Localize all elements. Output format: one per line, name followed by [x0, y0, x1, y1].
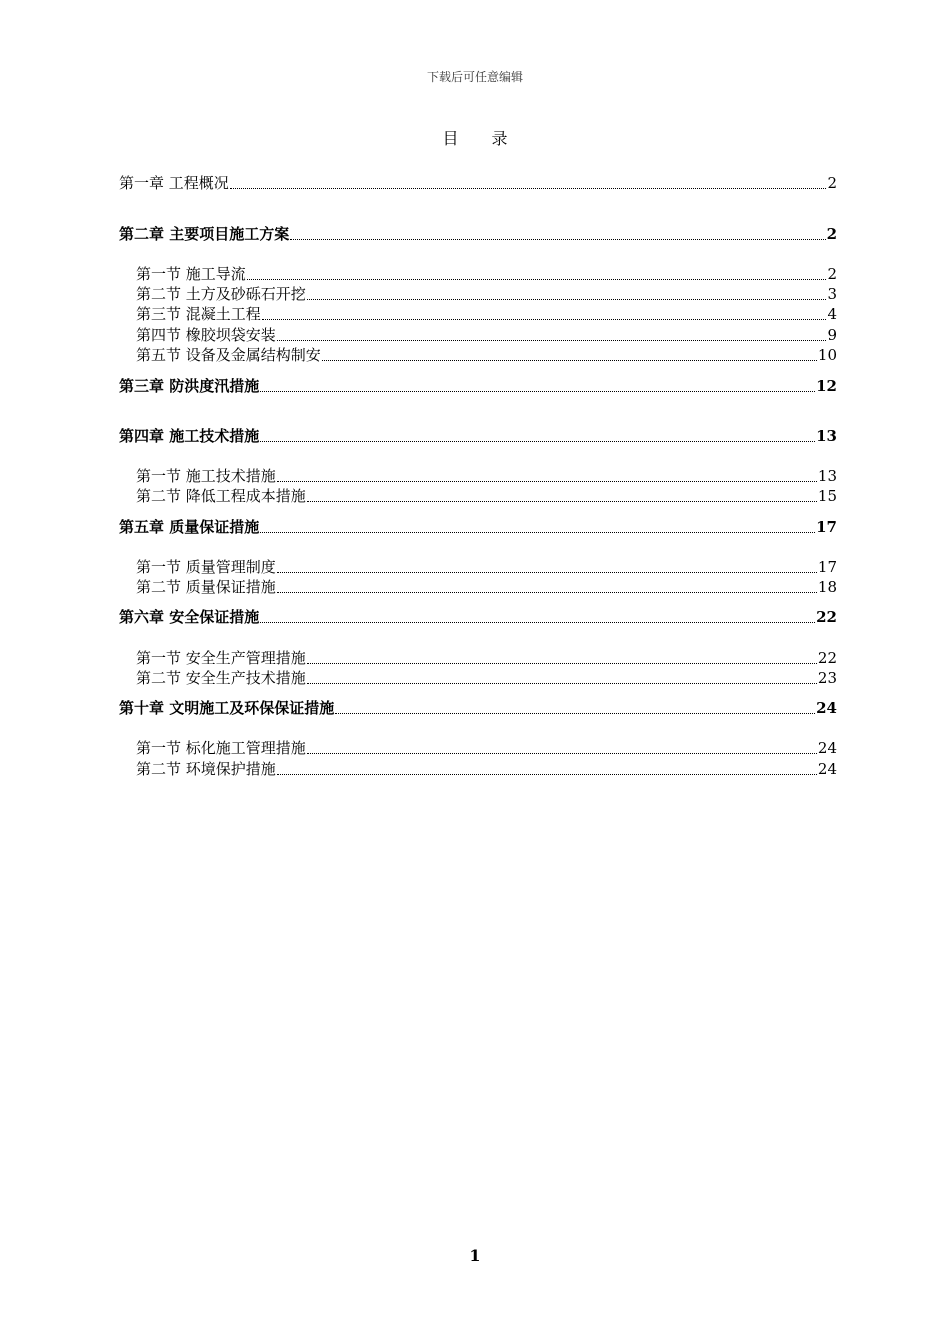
- toc-entry-page: 17: [817, 558, 837, 576]
- toc-entry-label: 第一节 安全生产管理措施: [136, 649, 306, 667]
- toc-entry-label: 第二节 降低工程成本措施: [136, 487, 306, 505]
- toc-entry-label: 第二节 安全生产技术措施: [136, 669, 306, 687]
- toc-entry-page: 24: [817, 760, 837, 778]
- toc-entry-label: 第三章 防洪度汛措施: [119, 377, 260, 395]
- toc-entry-page: 4: [827, 305, 837, 323]
- toc-entry-page: 24: [817, 739, 837, 757]
- toc-leader-dots: [260, 440, 815, 442]
- toc-entry-page: 2: [827, 174, 837, 192]
- toc-entry[interactable]: [136, 738, 837, 758]
- toc-leader-dots: [307, 752, 817, 754]
- toc-entry-page: 10: [817, 346, 837, 364]
- toc-entry-page: 15: [817, 487, 837, 505]
- toc-entry-label: 第十章 文明施工及环保保证措施: [119, 699, 335, 717]
- toc-leader-dots: [260, 531, 815, 533]
- toc-entry-label: 第一节 施工导流: [136, 265, 246, 283]
- toc-leader-dots: [307, 682, 817, 684]
- toc-entry[interactable]: [119, 426, 837, 446]
- toc-entry-label: 第一章 工程概况: [119, 174, 229, 192]
- toc-title: 目 录: [442, 129, 522, 148]
- toc-entry-page: 22: [816, 608, 837, 626]
- toc-entry-page: 18: [817, 578, 837, 596]
- toc-leader-dots: [247, 278, 827, 280]
- toc-leader-dots: [230, 187, 827, 189]
- toc-entry-page: 24: [816, 699, 837, 717]
- page-number: 1: [469, 1246, 481, 1265]
- toc-entry[interactable]: [119, 173, 837, 193]
- toc-entry-page: 13: [816, 427, 837, 445]
- toc-entry-label: 第五节 设备及金属结构制安: [136, 346, 321, 364]
- toc-leader-dots: [277, 591, 817, 593]
- toc-entry-label: 第五章 质量保证措施: [119, 518, 260, 536]
- toc-leader-dots: [277, 480, 817, 482]
- toc-leader-dots: [260, 390, 815, 392]
- toc-leader-dots: [290, 238, 825, 240]
- toc-entry-page: 2: [826, 225, 837, 243]
- toc-leader-dots: [277, 773, 817, 775]
- toc-entry[interactable]: [119, 698, 837, 718]
- toc-entry[interactable]: [136, 304, 837, 324]
- toc-leader-dots: [322, 359, 817, 361]
- toc-entry-page: 23: [817, 669, 837, 687]
- toc-leader-dots: [277, 571, 817, 573]
- toc-entry-page: 12: [816, 377, 837, 395]
- toc-entry-label: 第一节 施工技术措施: [136, 467, 276, 485]
- toc-entry-label: 第一节 标化施工管理措施: [136, 739, 306, 757]
- toc-leader-dots: [277, 339, 827, 341]
- toc-leader-dots: [335, 712, 815, 714]
- toc-leader-dots: [307, 662, 817, 664]
- toc-entry[interactable]: [136, 486, 837, 506]
- toc-leader-dots: [262, 318, 827, 320]
- toc-entry-label: 第四章 施工技术措施: [119, 427, 260, 445]
- toc-entry-label: 第四节 橡胶坝袋安装: [136, 326, 276, 344]
- toc-leader-dots: [260, 621, 815, 623]
- toc-leader-dots: [307, 500, 817, 502]
- toc-entry[interactable]: [119, 607, 837, 627]
- toc-entry-label: 第二章 主要项目施工方案: [119, 225, 290, 243]
- toc-entry-page: 9: [827, 326, 837, 344]
- toc-entry[interactable]: [136, 264, 837, 284]
- toc-entry-page: 13: [817, 467, 837, 485]
- toc-entry[interactable]: [136, 325, 837, 345]
- toc-entry[interactable]: [119, 376, 837, 396]
- toc-entry[interactable]: [136, 648, 837, 668]
- toc-entry[interactable]: [136, 345, 837, 365]
- toc-entry-page: 3: [827, 285, 837, 303]
- toc-entry[interactable]: [119, 224, 837, 244]
- toc-entry-label: 第一节 质量管理制度: [136, 558, 276, 576]
- header-note: 下载后可任意编辑: [426, 70, 523, 84]
- toc-entry[interactable]: [136, 557, 837, 577]
- toc-entry-label: 第二节 环境保护措施: [136, 760, 276, 778]
- toc-entry[interactable]: [136, 577, 837, 597]
- toc-leader-dots: [307, 298, 827, 300]
- toc-entry-label: 第六章 安全保证措施: [119, 608, 260, 626]
- toc-entry-label: 第二节 土方及砂砾石开挖: [136, 285, 306, 303]
- toc-entry-label: 第三节 混凝土工程: [136, 305, 261, 323]
- toc-entry[interactable]: [119, 517, 837, 537]
- toc-entry-label: 第二节 质量保证措施: [136, 578, 276, 596]
- toc-entry[interactable]: [136, 668, 837, 688]
- toc-entry-page: 2: [827, 265, 837, 283]
- toc-entry-page: 22: [817, 649, 837, 667]
- toc-entry-page: 17: [816, 518, 837, 536]
- toc-entry[interactable]: [136, 759, 837, 779]
- toc-entry[interactable]: [136, 284, 837, 304]
- toc-entry[interactable]: [136, 466, 837, 486]
